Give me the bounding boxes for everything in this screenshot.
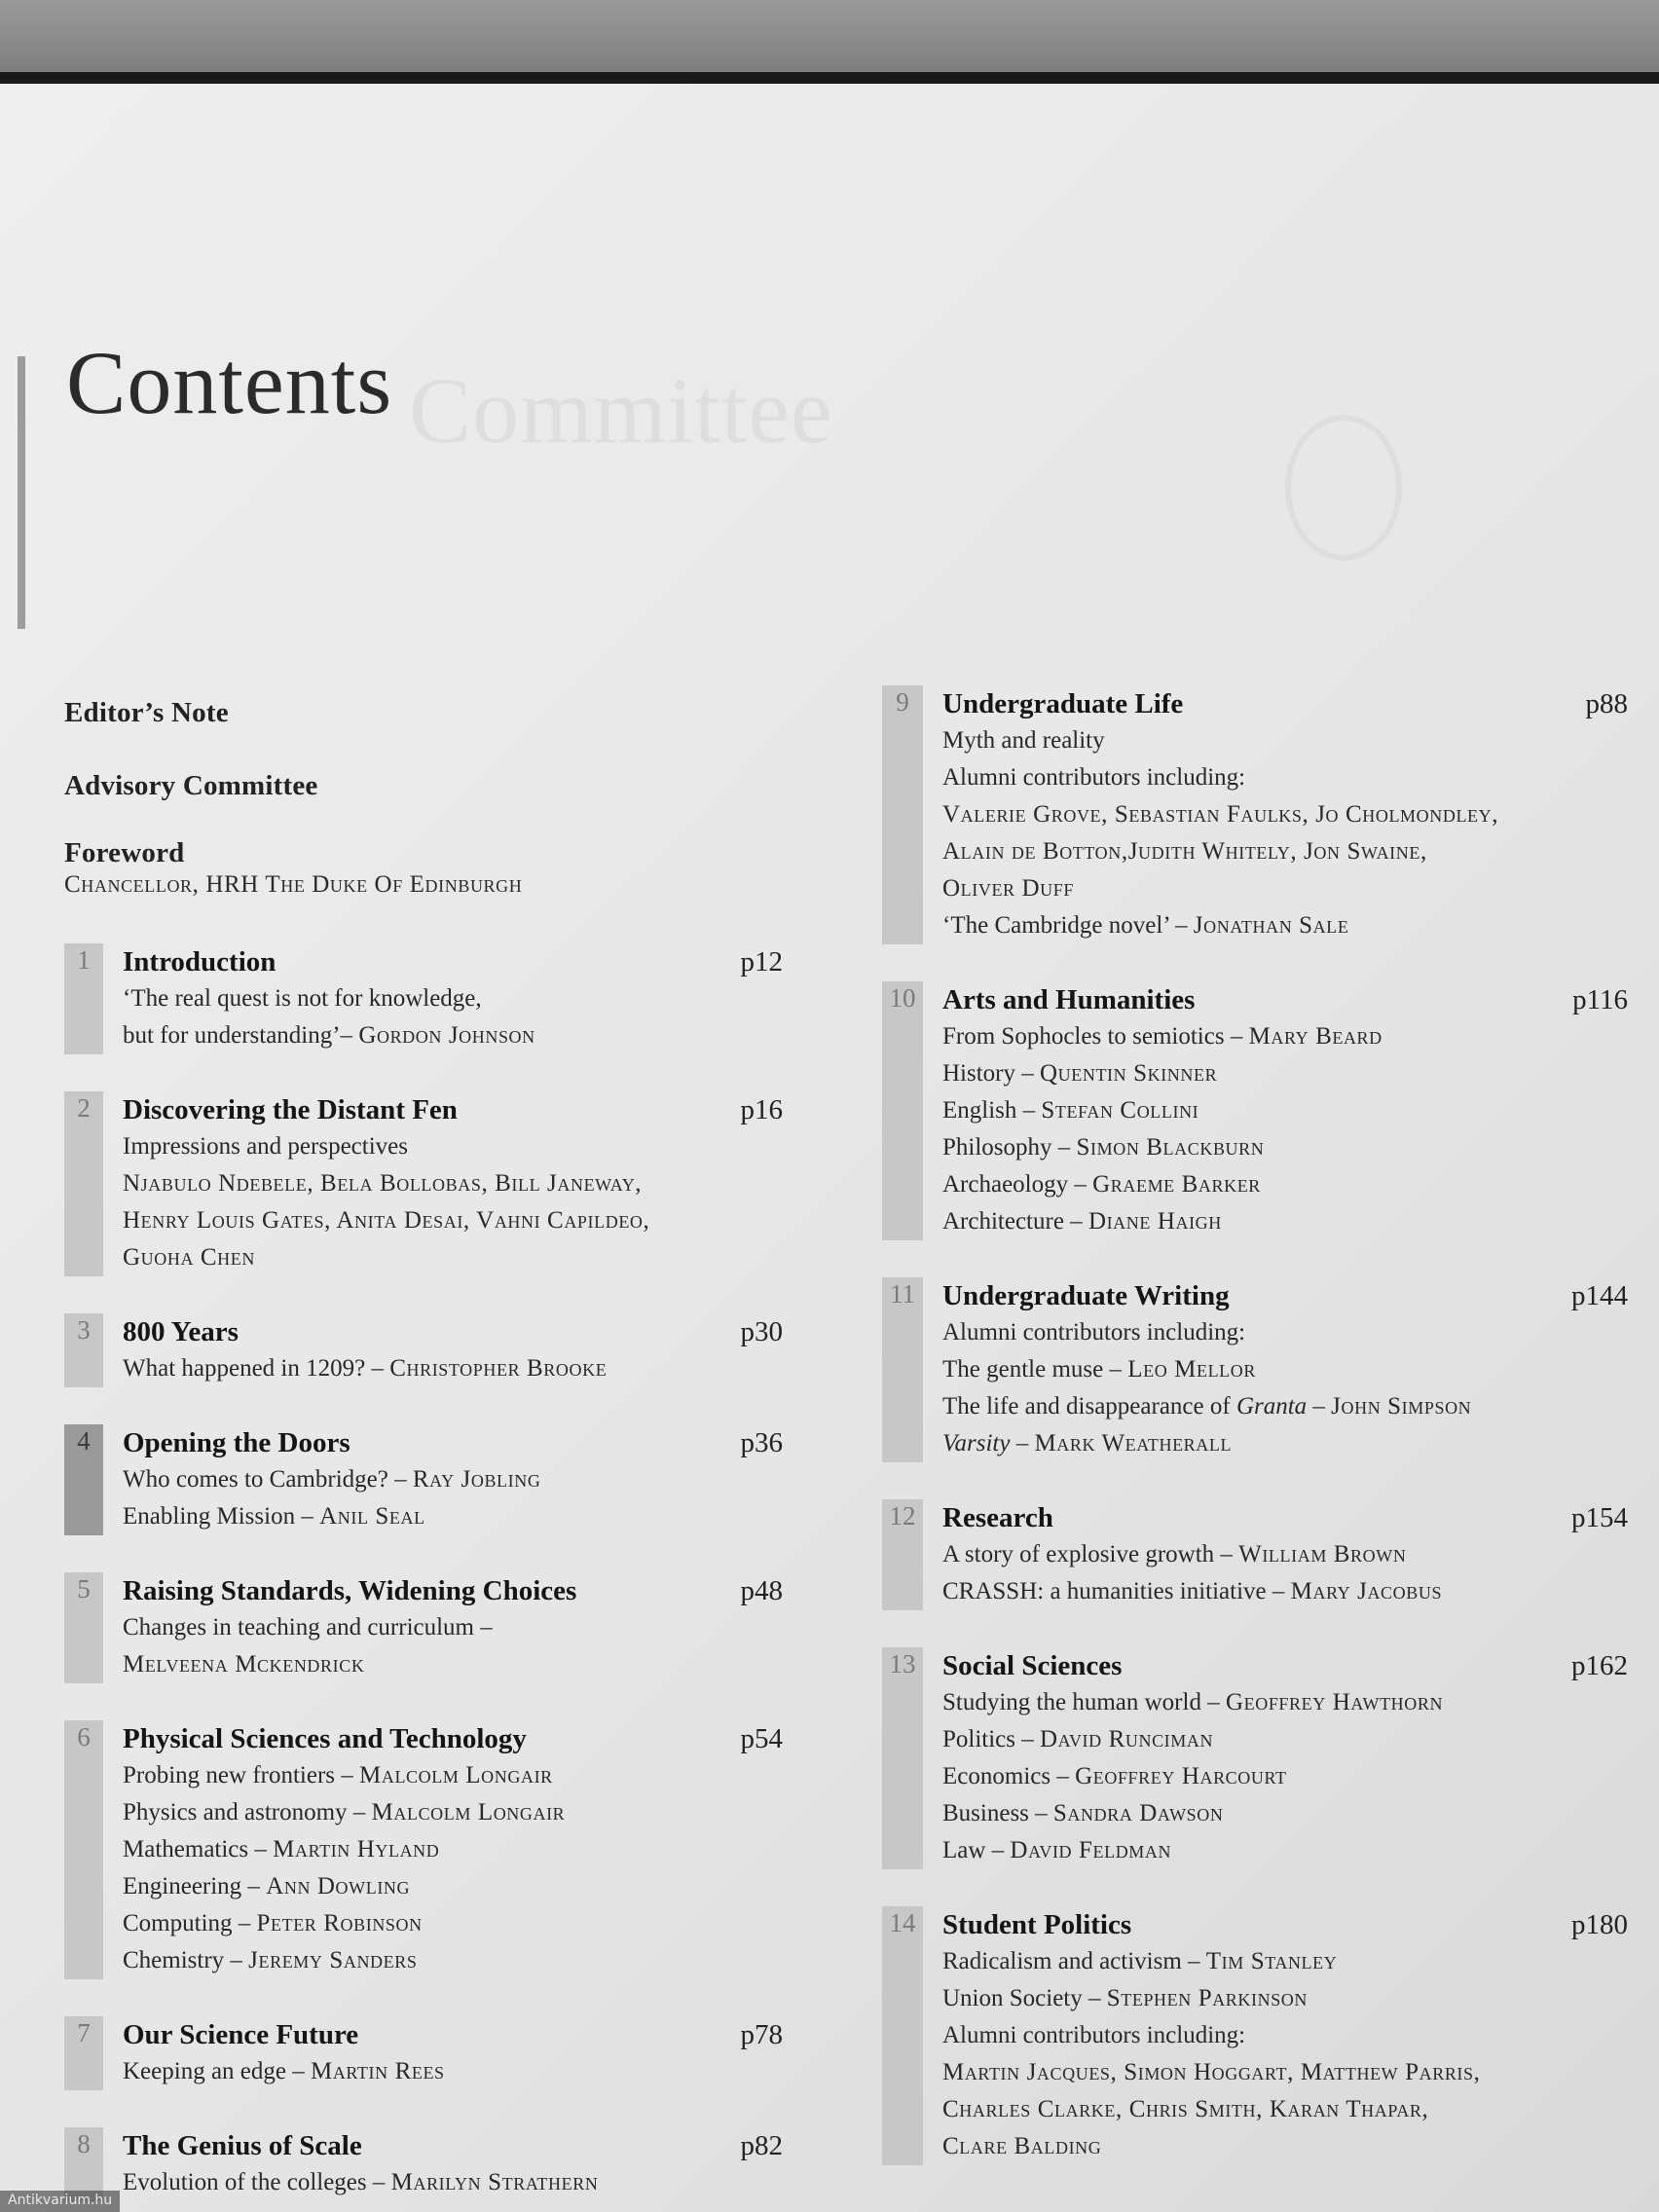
front-matter-item[interactable]	[64, 770, 794, 802]
chapter-line	[123, 1794, 687, 1831]
chapter-line	[942, 1425, 1521, 1462]
chapter-line	[123, 1498, 687, 1535]
chapter-line	[942, 1684, 1521, 1721]
chapter-entry[interactable]	[64, 943, 794, 1054]
line-text: Architecture –	[942, 1208, 1088, 1235]
line-author: Leo Mellor	[1127, 1356, 1256, 1382]
line-text: but for understanding’–	[123, 1022, 359, 1049]
chapter-line	[942, 722, 1521, 759]
line-text: Who comes to Cambridge? –	[123, 1466, 413, 1493]
line-text: ‘The Cambridge novel’ –	[942, 912, 1194, 939]
chapter-body	[103, 1313, 794, 1387]
chapter-entry[interactable]	[64, 1572, 794, 1683]
line-author: Stephen Parkinson	[1106, 1985, 1309, 2011]
chapter-entry[interactable]	[64, 2127, 794, 2201]
chapter-entry[interactable]	[882, 981, 1628, 1240]
line-author: Njabulo Ndebele, Bela Bollobas, Bill Janeway,	[123, 1170, 643, 1197]
line-author: Geoffrey Harcourt	[1075, 1763, 1287, 1789]
chapter-number-tab: 12	[882, 1499, 923, 1610]
line-text: Philosophy –	[942, 1134, 1077, 1161]
chapter-line	[123, 1165, 687, 1202]
chapter-page-number: p162	[1571, 1650, 1628, 1681]
chapter-line	[123, 1646, 687, 1683]
line-author: David Runciman	[1040, 1726, 1214, 1752]
chapter-body	[923, 1277, 1628, 1462]
chapter-page-number: p82	[740, 2130, 783, 2161]
line-author: Jeremy Sanders	[248, 1947, 418, 1973]
chapter-title: Student Politics	[942, 1909, 1132, 1940]
front-matter-title: Advisory Committee	[64, 770, 318, 801]
chapter-line	[123, 1757, 687, 1794]
line-text: From Sophocles to semiotics –	[942, 1023, 1249, 1050]
chapter-number-tab: 11	[882, 1277, 923, 1462]
chapter-page-number: p54	[740, 1723, 783, 1754]
chapter-page-number: p48	[740, 1575, 783, 1606]
chapter-body	[923, 1499, 1628, 1610]
line-author: Simon Blackburn	[1076, 1134, 1265, 1161]
line-text: ‘The real quest is not for knowledge,	[123, 985, 482, 1012]
line-author: Clare Balding	[942, 2133, 1102, 2159]
line-author: Alain de Botton,Judith Whitely, Jon Swaine,	[942, 838, 1427, 865]
line-italic-title: Granta	[1235, 1393, 1308, 1419]
line-text: History –	[942, 1060, 1040, 1087]
chapter-title: Arts and Humanities	[942, 984, 1196, 1015]
chapter-title: The Genius of Scale	[123, 2130, 362, 2161]
line-text: Business –	[942, 1800, 1053, 1826]
chapter-line	[942, 1092, 1521, 1129]
line-author: Geoffrey Hawthorn	[1225, 1689, 1444, 1715]
chapter-page-number: p16	[740, 1094, 783, 1125]
chapter-line	[123, 1239, 687, 1276]
chapter-title: Raising Standards, Widening Choices	[123, 1575, 577, 1606]
line-text: Mathematics –	[123, 1836, 274, 1862]
chapter-line	[942, 1758, 1521, 1795]
line-text: English –	[942, 1097, 1042, 1124]
chapter-page-number: p180	[1571, 1909, 1628, 1940]
line-author: William Brown	[1238, 1541, 1407, 1567]
chapter-number-tab: 3	[64, 1313, 103, 1387]
page-title: Contents	[66, 333, 393, 432]
line-text: Union Society –	[942, 1985, 1107, 2011]
chapter-line	[123, 1017, 687, 1054]
chapter-body	[103, 1424, 794, 1535]
line-author: Diane Haigh	[1088, 1208, 1222, 1235]
chapter-page-number: p30	[740, 1316, 783, 1347]
line-author: Jonathan Sale	[1193, 912, 1349, 939]
line-author: Ray Jobling	[412, 1466, 541, 1493]
line-author: Graeme Barker	[1092, 1171, 1261, 1198]
line-author: Ann Dowling	[266, 1873, 411, 1899]
chapter-line	[942, 759, 1521, 796]
foreword-author: Chancellor, HRH The Duke Of Edinburgh	[64, 871, 523, 898]
chapter-line	[942, 870, 1521, 907]
chapter-body	[923, 981, 1628, 1240]
chapter-line	[942, 1536, 1521, 1573]
chapter-line	[123, 1350, 687, 1387]
line-author: Melveena Mckendrick	[123, 1651, 365, 1677]
chapter-body	[103, 2127, 794, 2201]
line-separator: –	[1010, 1430, 1035, 1456]
chapter-line	[942, 2054, 1521, 2091]
chapter-number-tab: 14	[882, 1906, 923, 2165]
show-through-seal	[1285, 415, 1402, 561]
front-matter-item[interactable]	[64, 697, 794, 729]
chapter-line	[942, 796, 1521, 833]
line-author: Christopher Brooke	[389, 1355, 608, 1382]
chapter-entry[interactable]	[882, 685, 1628, 944]
line-text: Myth and reality	[942, 727, 1105, 754]
line-text: Impressions and perspectives	[123, 1133, 408, 1160]
line-author: Malcolm Longair	[359, 1762, 553, 1788]
chapter-line	[123, 1868, 687, 1905]
chapter-page-number: p78	[740, 2019, 783, 2050]
chapter-number-tab: 6	[64, 1720, 103, 1979]
line-text: Physics and astronomy –	[123, 1799, 372, 1825]
line-author: Mark Weatherall	[1034, 1430, 1233, 1456]
chapter-line	[942, 1314, 1521, 1351]
line-text: Alumni contributors including:	[942, 2022, 1246, 2048]
chapter-title: Research	[942, 1502, 1053, 1533]
line-text: Evolution of the colleges –	[123, 2169, 391, 2195]
line-text: Chemistry –	[123, 1947, 249, 1973]
background-surface	[0, 0, 1659, 74]
chapter-number-tab: 7	[64, 2016, 103, 2090]
foreword-entry[interactable]	[64, 837, 794, 899]
chapter-page-number: p144	[1571, 1280, 1628, 1311]
chapter-number-tab: 10	[882, 981, 923, 1240]
line-author: John Simpson	[1331, 1393, 1472, 1419]
chapter-line	[942, 1351, 1521, 1388]
chapter-line	[942, 2128, 1521, 2165]
chapter-line	[942, 1980, 1521, 2017]
chapter-line	[942, 1129, 1521, 1166]
line-text: Radicalism and activism –	[942, 1948, 1206, 1974]
line-text: Probing new frontiers –	[123, 1762, 360, 1788]
line-author: Charles Clarke, Chris Smith, Karan Thapar,	[942, 2096, 1429, 2122]
line-text: Archaeology –	[942, 1171, 1093, 1198]
chapter-number-tab: 8	[64, 2127, 103, 2201]
line-author: Tim Stanley	[1205, 1948, 1338, 1974]
chapter-page-number: p88	[1585, 688, 1628, 719]
chapter-title: 800 Years	[123, 1316, 239, 1347]
chapter-line	[942, 1018, 1521, 1055]
chapter-body	[103, 1572, 794, 1683]
line-author: Marilyn Strathern	[390, 2169, 599, 2195]
line-text: Engineering –	[123, 1873, 267, 1899]
front-matter-list	[64, 697, 794, 802]
chapter-list-right	[882, 685, 1628, 2165]
chapter-number-tab: 9	[882, 685, 923, 944]
foreword-title: Foreword	[64, 837, 185, 868]
line-text: Law –	[942, 1837, 1011, 1863]
line-text: Politics –	[942, 1726, 1041, 1752]
line-text: CRASSH: a humanities initiative –	[942, 1578, 1291, 1604]
chapter-body	[923, 1906, 1628, 2165]
line-author: Mary Jacobus	[1290, 1578, 1443, 1604]
line-author: Sandra Dawson	[1052, 1800, 1224, 1826]
chapter-number-tab: 13	[882, 1647, 923, 1869]
line-author: David Feldman	[1010, 1837, 1172, 1863]
chapter-line	[123, 2053, 687, 2090]
right-column	[882, 685, 1628, 2202]
line-text: Alumni contributors including:	[942, 764, 1246, 791]
chapter-entry[interactable]	[882, 1499, 1628, 1610]
chapter-entry[interactable]	[882, 1906, 1628, 2165]
line-author: Peter Robinson	[256, 1910, 423, 1936]
chapter-entry[interactable]	[64, 1313, 794, 1387]
chapter-line	[123, 1128, 687, 1165]
line-text: Studying the human world –	[942, 1689, 1226, 1715]
line-text: Changes in teaching and curriculum –	[123, 1614, 493, 1641]
chapter-line	[942, 1055, 1521, 1092]
line-text: Keeping an edge –	[123, 2058, 311, 2084]
line-author: Henry Louis Gates, Anita Desai, Vahni Capildeo,	[123, 1207, 650, 1234]
line-text: A story of explosive growth –	[942, 1541, 1239, 1567]
line-separator: –	[1307, 1393, 1332, 1419]
chapter-entry[interactable]	[882, 1277, 1628, 1462]
chapter-page-number: p12	[740, 946, 783, 977]
chapter-line	[123, 1831, 687, 1868]
chapter-line	[123, 980, 687, 1017]
margin-rule	[18, 356, 25, 629]
line-author: Anil Seal	[319, 1503, 425, 1530]
show-through-text: Committee	[409, 358, 833, 462]
chapter-entry[interactable]	[64, 1424, 794, 1535]
chapter-body	[923, 1647, 1628, 1869]
line-author: Oliver Duff	[942, 875, 1074, 902]
chapter-body	[103, 1091, 794, 1276]
chapter-line	[942, 907, 1521, 944]
watermark-credit: Antikvarium.hu	[0, 2191, 120, 2212]
chapter-line	[942, 1166, 1521, 1203]
chapter-line	[942, 1573, 1521, 1610]
chapter-line	[942, 1832, 1521, 1869]
chapter-line	[942, 1203, 1521, 1240]
chapter-line	[942, 2017, 1521, 2054]
line-author: Guoha Chen	[123, 1244, 255, 1271]
chapter-body	[103, 2016, 794, 2090]
chapter-line	[123, 1905, 687, 1942]
chapter-list-left	[64, 943, 794, 2201]
chapter-line	[942, 2091, 1521, 2128]
line-text: What happened in 1209? –	[123, 1355, 390, 1382]
line-text: Alumni contributors including:	[942, 1319, 1246, 1346]
chapter-page-number: p154	[1571, 1502, 1628, 1533]
chapter-title: Undergraduate Life	[942, 688, 1184, 719]
chapter-line	[942, 1943, 1521, 1980]
left-column	[64, 697, 794, 2212]
line-text: The life and disappearance of	[942, 1393, 1236, 1419]
chapter-number-tab: 5	[64, 1572, 103, 1683]
chapter-title: Opening the Doors	[123, 1427, 350, 1458]
chapter-entry[interactable]	[882, 1647, 1628, 1869]
chapter-title: Discovering the Distant Fen	[123, 1094, 458, 1125]
chapter-number-tab: 2	[64, 1091, 103, 1276]
line-author: Martin Rees	[310, 2058, 445, 2084]
chapter-line	[123, 2164, 687, 2201]
chapter-number-tab: 4	[64, 1424, 103, 1535]
chapter-line	[942, 1795, 1521, 1832]
line-author: Mary Beard	[1248, 1023, 1382, 1050]
chapter-body	[103, 943, 794, 1054]
line-author: Gordon Johnson	[358, 1022, 535, 1049]
chapter-number-tab: 1	[64, 943, 103, 1054]
chapter-line	[123, 1202, 687, 1239]
line-text: Economics –	[942, 1763, 1076, 1789]
chapter-line	[942, 1388, 1521, 1425]
chapter-page-number: p116	[1572, 984, 1628, 1015]
chapter-entry[interactable]	[64, 1091, 794, 1276]
chapter-title: Our Science Future	[123, 2019, 359, 2050]
chapter-title: Physical Sciences and Technology	[123, 1723, 527, 1754]
line-text: The gentle muse –	[942, 1356, 1128, 1382]
chapter-line	[942, 1721, 1521, 1758]
line-italic-title: Varsity	[942, 1430, 1011, 1456]
chapter-title: Introduction	[123, 946, 276, 977]
chapter-body	[103, 1720, 794, 1979]
line-author: Valerie Grove, Sebastian Faulks, Jo Cholmondley,	[942, 801, 1499, 828]
chapter-body	[923, 685, 1628, 944]
chapter-line	[123, 1609, 687, 1646]
line-author: Stefan Collini	[1041, 1097, 1199, 1124]
chapter-line	[123, 1461, 687, 1498]
line-author: Martin Jacques, Simon Hoggart, Matthew Parris,	[942, 2059, 1481, 2085]
line-text: Computing –	[123, 1910, 257, 1936]
chapter-title: Undergraduate Writing	[942, 1280, 1230, 1311]
line-text: Enabling Mission –	[123, 1503, 320, 1530]
chapter-entry[interactable]	[64, 1720, 794, 1979]
line-author: Quentin Skinner	[1040, 1060, 1218, 1087]
chapter-line	[942, 833, 1521, 870]
chapter-entry[interactable]	[64, 2016, 794, 2090]
line-author: Martin Hyland	[273, 1836, 440, 1862]
contents-page	[0, 84, 1659, 2212]
line-author: Malcolm Longair	[371, 1799, 566, 1825]
chapter-line	[123, 1942, 687, 1979]
front-matter-title: Editor’s Note	[64, 697, 229, 728]
chapter-page-number: p36	[740, 1427, 783, 1458]
chapter-title: Social Sciences	[942, 1650, 1123, 1681]
